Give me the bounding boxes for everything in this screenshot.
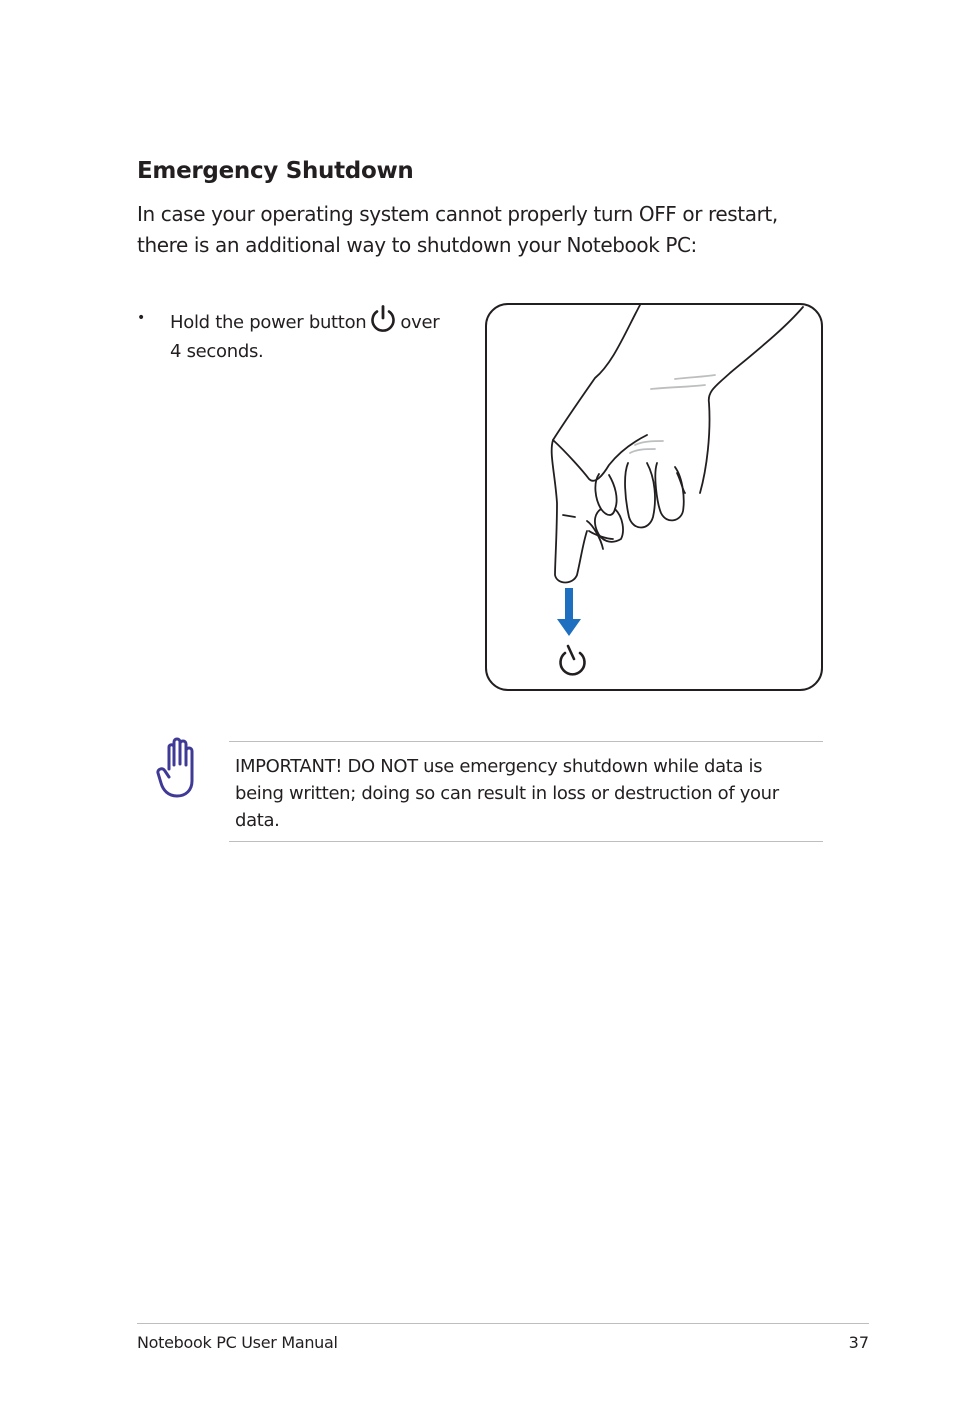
- note-line: data.: [235, 810, 280, 831]
- bullet-text-before: Hold the power button: [170, 312, 367, 333]
- bullet-text-after: over: [400, 312, 440, 333]
- intro-line: there is an additional way to shutdown your Notebook PC:: [137, 233, 697, 257]
- note-divider-top: [229, 741, 823, 742]
- power-press-figure: [485, 303, 823, 691]
- note-line: IMPORTANT! DO NOT use emergency shutdown while data is: [235, 756, 763, 777]
- intro-line: In case your operating system cannot properly turn OFF or restart,: [137, 202, 778, 226]
- footer-manual-title: Notebook PC User Manual: [137, 1333, 338, 1352]
- bullet-item: [137, 304, 482, 366]
- power-icon: [368, 304, 398, 334]
- page-number: 37: [848, 1333, 869, 1352]
- note-divider-bottom: [229, 841, 823, 842]
- important-note: [235, 753, 820, 834]
- bullet-line-1: [170, 304, 482, 337]
- section-title: Emergency Shutdown: [137, 158, 414, 184]
- note-line: being written; doing so can result in loss or destruction of your: [235, 783, 779, 804]
- hand-stop-icon: [155, 735, 201, 799]
- footer-divider: [137, 1323, 869, 1324]
- intro-paragraph: [137, 199, 837, 261]
- bullet-marker: •: [137, 310, 145, 326]
- bullet-line-2: 4 seconds.: [170, 341, 264, 362]
